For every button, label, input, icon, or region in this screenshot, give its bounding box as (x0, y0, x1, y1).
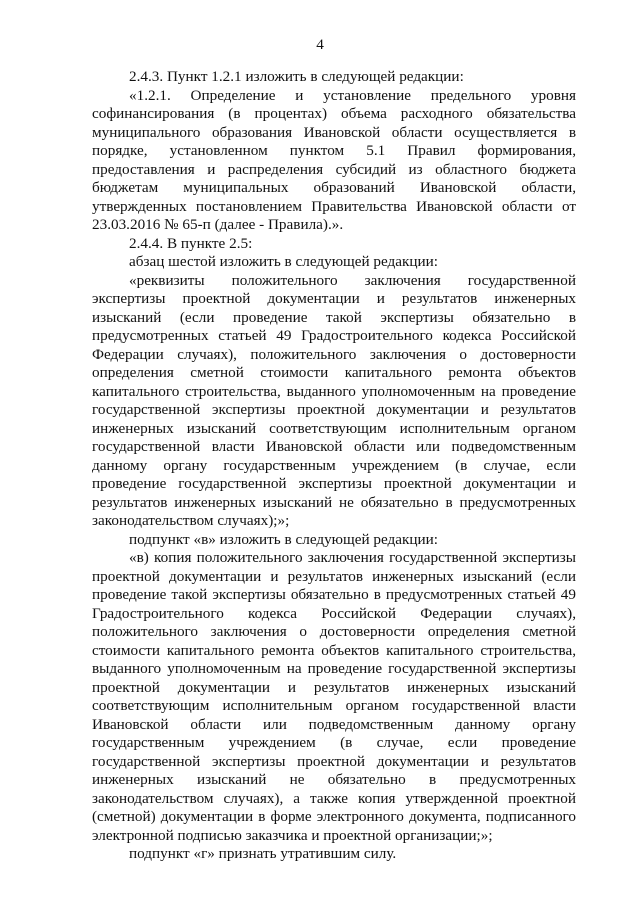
document-body (92, 68, 576, 864)
paragraph-2-4-4: 2.4.4. В пункте 2.5: (129, 234, 253, 252)
paragraph-2-4-3: 2.4.3. Пункт 1.2.1 изложить в следующей редакции: (129, 68, 464, 85)
page-number: 4 (316, 36, 324, 53)
paragraph-podpunkt-v: подпункт «в» изложить в следующей редакции: (129, 530, 438, 548)
paragraph-v-kopiya: «в) копия положительного заключения государственной экспертизы проектной документации и результатов инженерных изысканий (если проведение такой экспертизы обязательно в предусмотренных статьей 49 Градостроительного кодекса Российской Федерации случаях), положительного заключения о достоверности определения сметной стоимости капитального ремонта объектов капитального строительства, выданного уполномоченным на проведение государственной экспертизы проектной документации и результатов инженерных изысканий соответствующим исполнительным органом государственной власти Ивановской области или подведомственным данному органу государственным учреждением (в случае, если проведение государственной экспертизы проектной документации и результатов инженерных изысканий не обязательно в предусмотренных законодательством случаях), а также копия утвержденной проектной (сметной) документации в форме электронного документа, подписанного электронной подписью заказчика и проектной организации;»; (92, 549, 576, 844)
paragraph-1-2-1-text: «1.2.1. Определение и установление предельного уровня софинансирования (в процентах) объема расходного обязательства муниципального образования Ивановской области осуществляется в порядке, установленном пунктом 5.1 Правил формирования, предоставления и распределения субсидий из областного бюджета бюджетам муниципальных образований Ивановской области, утвержденных постановлением Правительства Ивановской области от 23.03.2016 № 65-п (далее - Правила).». (92, 86, 576, 233)
paragraph-rekvizity: «реквизиты положительного заключения государственной экспертизы проектной документации и результатов инженерных изысканий (если проведение такой экспертизы обязательно в предусмотренных статьей 49 Градостроительного кодекса Российской Федерации случаях), положительного заключения о достоверности определения сметной стоимости капитального ремонта объектов капитального строительства, выданного уполномоченным на проведение государственной экспертизы проектной документации и результатов инженерных изысканий соответствующим исполнительным органом государственной власти Ивановской области или подведомственным данному органу государственным учреждением (в случае, если проведение государственной экспертизы проектной документации и результатов инженерных изысканий не обязательно в предусмотренных законодательством случаях);»; (92, 271, 576, 529)
paragraph-abzac-shestoy: абзац шестой изложить в следующей редакции: (129, 253, 438, 270)
paragraph-podpunkt-g: подпункт «г» признать утратившим силу. (129, 845, 397, 862)
